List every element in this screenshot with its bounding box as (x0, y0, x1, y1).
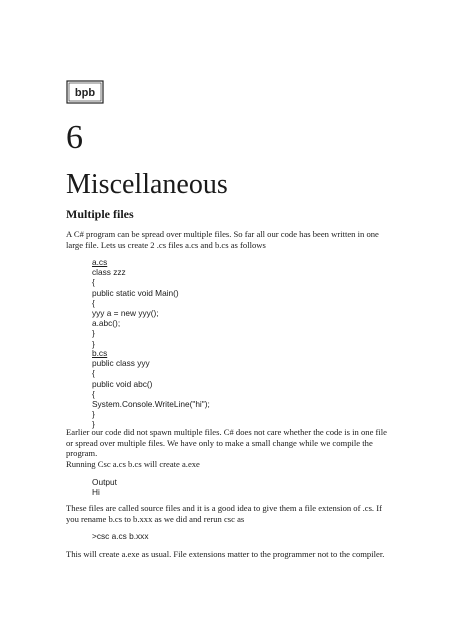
output-block (92, 477, 117, 497)
code-block-a (92, 257, 179, 349)
code-block-b (92, 348, 210, 430)
command-line: >csc a.cs b.xxx (92, 531, 149, 541)
code-line: } (92, 328, 95, 339)
code-filename-b: b.cs (92, 348, 108, 358)
section-heading: Multiple files (66, 207, 134, 221)
chapter-number: 6 (66, 119, 83, 156)
code-line: } (92, 409, 95, 420)
paragraph-running: Running Csc a.cs b.cs will create a.exe (66, 459, 200, 469)
output-label: Output (92, 477, 117, 487)
paragraph-source-files: These files are called source files and it is a good idea to give them a file extension of .cs. If you rename b.cs to b.xxx as we did and rerun csc as (66, 503, 382, 524)
code-filename-a: a.cs (92, 257, 108, 267)
code-line: { (92, 388, 95, 399)
code-line: class zzz (92, 267, 126, 278)
code-line: { (92, 368, 95, 379)
output-value: Hi (92, 487, 100, 498)
code-line: public void abc() (92, 378, 153, 389)
code-line: } (92, 419, 95, 430)
code-line: } (92, 338, 95, 349)
publisher-logo (66, 80, 104, 104)
code-line: yyy a = new yyy(); (92, 308, 159, 319)
paragraph-explanation: Earlier our code did not spawn multiple files. C# does not care whether the code is in one file or spread over multiple files. We have only to make a small change while we compile the program. (66, 427, 387, 458)
code-line: a.abc(); (92, 318, 121, 329)
code-line: public class yyy (92, 358, 150, 369)
command-block (92, 531, 148, 541)
paragraph-intro: A C# program can be spread over multiple files. So far all our code has been written in one large file. Lets us create 2 .cs files a.cs and b.cs as follows (66, 229, 379, 250)
code-line: public static void Main() (92, 287, 179, 298)
code-line: { (92, 297, 95, 308)
chapter-title: Miscellaneous (66, 169, 228, 200)
code-line: { (92, 277, 95, 288)
logo-text: bpb (74, 87, 96, 99)
code-line: System.Console.WriteLine("hi"); (92, 399, 210, 410)
paragraph-conclusion: This will create a.exe as usual. File extensions matter to the programmer not to the compiler. (66, 549, 385, 559)
